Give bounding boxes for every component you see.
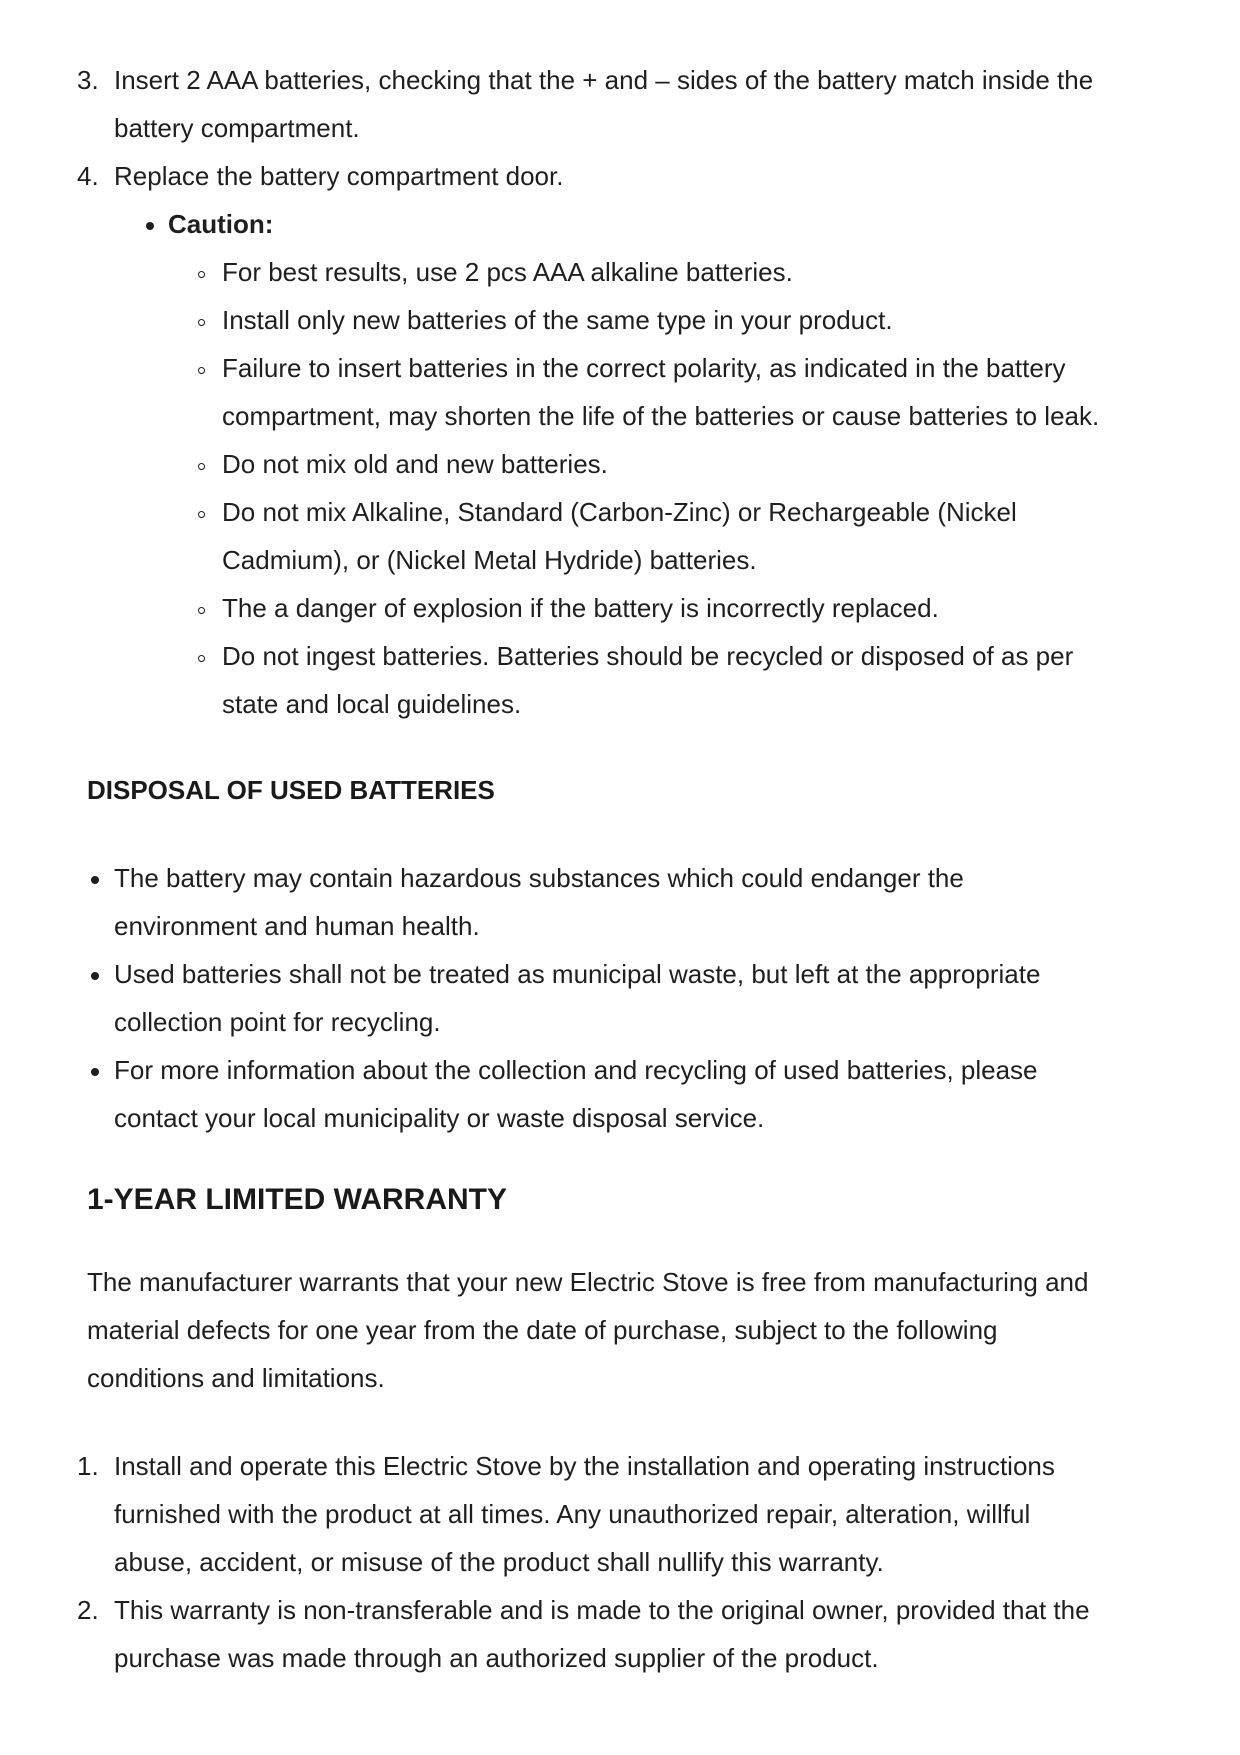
caution-item: Failure to insert batteries in the correct polarity, as indicated in the battery: [222, 353, 1066, 383]
step-number: 3.: [77, 65, 99, 95]
condition-line: This warranty is non-transferable and is made to the original owner, provided that the: [114, 1595, 1090, 1625]
caution-item: compartment, may shorten the life of the batteries or cause batteries to leak.: [222, 401, 1100, 431]
caution-item: The a danger of explosion if the battery is incorrectly replaced.: [222, 593, 939, 623]
circle-bullet-icon: [198, 319, 205, 326]
condition-number: 1.: [77, 1451, 99, 1481]
step-text-line: Insert 2 AAA batteries, checking that the + and – sides of the battery match inside the: [114, 65, 1094, 95]
condition-line: furnished with the product at all times. Any unauthorized repair, alteration, willful: [114, 1499, 1031, 1529]
step-text-line: battery compartment.: [114, 113, 360, 143]
bullet-icon: [91, 972, 99, 980]
caution-item: Do not mix Alkaline, Standard (Carbon-Zinc) or Rechargeable (Nickel: [222, 497, 1017, 527]
warranty-intro-line: The manufacturer warrants that your new Electric Stove is free from manufacturing and: [87, 1267, 1089, 1297]
step-text-line: Replace the battery compartment door.: [114, 161, 564, 191]
condition-number: 2.: [77, 1595, 99, 1625]
circle-bullet-icon: [198, 271, 205, 278]
disposal-item: The battery may contain hazardous substances which could endanger the: [114, 863, 964, 893]
circle-bullet-icon: [198, 367, 205, 374]
bullet-icon: [91, 1068, 99, 1076]
disposal-item: Used batteries shall not be treated as municipal waste, but left at the appropriate: [114, 959, 1041, 989]
warranty-intro-line: material defects for one year from the date of purchase, subject to the following: [87, 1315, 998, 1345]
warranty-intro-line: conditions and limitations.: [87, 1363, 385, 1393]
disposal-item: For more information about the collection and recycling of used batteries, please: [114, 1055, 1038, 1085]
disposal-heading: DISPOSAL OF USED BATTERIES: [87, 775, 495, 805]
circle-bullet-icon: [198, 655, 205, 662]
warranty-heading: 1-YEAR LIMITED WARRANTY: [87, 1183, 507, 1216]
circle-bullet-icon: [198, 463, 205, 470]
condition-line: purchase was made through an authorized supplier of the product.: [114, 1643, 879, 1673]
step-number: 4.: [77, 161, 99, 191]
circle-bullet-icon: [198, 607, 205, 614]
caution-item: Install only new batteries of the same type in your product.: [222, 305, 893, 335]
condition-line: Install and operate this Electric Stove by the installation and operating instructions: [114, 1451, 1055, 1481]
bullet-icon: [91, 876, 99, 884]
disposal-item: collection point for recycling.: [114, 1007, 441, 1037]
disposal-item: environment and human health.: [114, 911, 480, 941]
circle-bullet-icon: [198, 511, 205, 518]
caution-item: For best results, use 2 pcs AAA alkaline batteries.: [222, 257, 793, 287]
caution-item: Do not ingest batteries. Batteries should be recycled or disposed of as per: [222, 641, 1074, 671]
caution-label: Caution:: [168, 209, 274, 239]
disposal-item: contact your local municipality or waste disposal service.: [114, 1103, 765, 1133]
bullet-icon: [146, 222, 154, 230]
caution-item: Do not mix old and new batteries.: [222, 449, 608, 479]
caution-item: state and local guidelines.: [222, 689, 522, 719]
caution-item: Cadmium), or (Nickel Metal Hydride) batteries.: [222, 545, 757, 575]
condition-line: abuse, accident, or misuse of the product shall nullify this warranty.: [114, 1547, 884, 1577]
